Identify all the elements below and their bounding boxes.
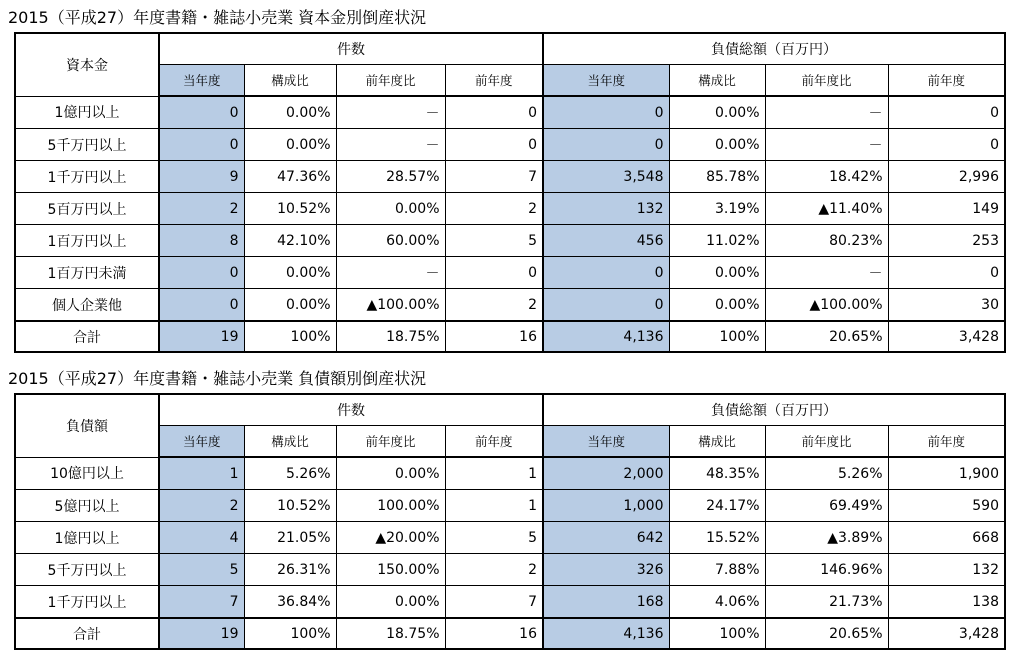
table-cell: 5.26% (765, 457, 888, 490)
col-header: 当年度 (159, 65, 244, 97)
table-row (15, 129, 1005, 161)
row-label: 1千万円以上 (15, 586, 159, 619)
table-cell: 100.00% (336, 490, 445, 522)
table-cell: 4,136 (543, 618, 669, 649)
table-cell: 0.00% (669, 257, 765, 289)
table-cell: 19 (159, 321, 244, 352)
col-header: 当年度 (543, 426, 669, 458)
table-cell: 7 (445, 161, 543, 193)
col-header: 前年度 (888, 426, 1005, 458)
table-cell: 60.00% (336, 225, 445, 257)
table-cell: 0 (543, 257, 669, 289)
table-cell: 0 (159, 96, 244, 129)
table-cell: 0 (159, 257, 244, 289)
table-cell: 47.36% (244, 161, 336, 193)
table-cell: 642 (543, 522, 669, 554)
table-cell: 253 (888, 225, 1005, 257)
table-cell: 1 (445, 457, 543, 490)
table-cell: 28.57% (336, 161, 445, 193)
group-header-debt: 負債総額（百万円） (543, 394, 1005, 426)
row-label: 1億円以上 (15, 522, 159, 554)
table-row (15, 96, 1005, 129)
table-cell: 18.75% (336, 321, 445, 352)
table-row (15, 457, 1005, 490)
table1-title: 2015（平成27）年度書籍・雑誌小売業 資本金別倒産状況 (8, 8, 427, 27)
table-cell: － (765, 129, 888, 161)
table-row (15, 522, 1005, 554)
row-label: 1百万円未満 (15, 257, 159, 289)
row-label: 1億円以上 (15, 96, 159, 129)
row-label: 10億円以上 (15, 457, 159, 490)
table-cell: 7 (445, 586, 543, 619)
table-cell: 26.31% (244, 554, 336, 586)
table-cell: 0.00% (336, 457, 445, 490)
table-cell: ▲20.00% (336, 522, 445, 554)
group-header-debt: 負債総額（百万円） (543, 33, 1005, 65)
col-header: 前年度 (888, 65, 1005, 97)
table-cell: 100% (244, 618, 336, 649)
table-cell: 100% (244, 321, 336, 352)
table-cell: － (336, 257, 445, 289)
table-cell: 80.23% (765, 225, 888, 257)
table-cell: 5 (445, 522, 543, 554)
debt-bankruptcy-table (14, 393, 1006, 650)
group-header-count: 件数 (159, 394, 543, 426)
table-cell: 0 (445, 129, 543, 161)
col-header: 前年度比 (765, 426, 888, 458)
table-cell: 0 (445, 96, 543, 129)
table-cell: 30 (888, 289, 1005, 322)
table-row (15, 225, 1005, 257)
row-label: 5億円以上 (15, 490, 159, 522)
corner-header: 負債額 (15, 394, 159, 457)
table-cell: 15.52% (669, 522, 765, 554)
col-header: 構成比 (669, 426, 765, 458)
table-cell: 100% (669, 321, 765, 352)
table-cell: 3.19% (669, 193, 765, 225)
table-cell: 1 (445, 490, 543, 522)
row-label: 5千万円以上 (15, 129, 159, 161)
table-cell: 2 (159, 490, 244, 522)
table-cell: 0.00% (244, 289, 336, 322)
col-header: 構成比 (669, 65, 765, 97)
table-cell: 168 (543, 586, 669, 619)
table-cell: 85.78% (669, 161, 765, 193)
table-cell: 0 (888, 129, 1005, 161)
col-header: 前年度比 (336, 65, 445, 97)
table-cell: 0 (888, 257, 1005, 289)
table-cell: 8 (159, 225, 244, 257)
col-header: 構成比 (244, 426, 336, 458)
table-cell: 4.06% (669, 586, 765, 619)
table-cell: 11.02% (669, 225, 765, 257)
table-cell: － (336, 129, 445, 161)
table-cell: 149 (888, 193, 1005, 225)
table-cell: 21.05% (244, 522, 336, 554)
table-cell: 20.65% (765, 618, 888, 649)
table-cell: 16 (445, 321, 543, 352)
table-cell: ▲11.40% (765, 193, 888, 225)
table-cell: 0 (159, 289, 244, 322)
table-cell: 42.10% (244, 225, 336, 257)
table-cell: 20.65% (765, 321, 888, 352)
table-cell: 132 (888, 554, 1005, 586)
table-cell: 0 (159, 129, 244, 161)
table-cell: 0 (543, 289, 669, 322)
table-row (15, 490, 1005, 522)
row-label: 1千万円以上 (15, 161, 159, 193)
table-cell: 2 (445, 554, 543, 586)
table-cell: 100% (669, 618, 765, 649)
table-row (15, 586, 1005, 619)
table-cell: 4 (159, 522, 244, 554)
table-cell: 19 (159, 618, 244, 649)
table-cell: 1,000 (543, 490, 669, 522)
table-cell: 0 (445, 257, 543, 289)
table-cell: 16 (445, 618, 543, 649)
total-row (15, 321, 1005, 352)
table-cell: 24.17% (669, 490, 765, 522)
table-cell: 18.75% (336, 618, 445, 649)
row-label: 個人企業他 (15, 289, 159, 322)
table-cell: 2 (159, 193, 244, 225)
col-header: 当年度 (159, 426, 244, 458)
col-header: 構成比 (244, 65, 336, 97)
table-cell: 138 (888, 586, 1005, 619)
table-cell: 668 (888, 522, 1005, 554)
row-label: 1百万円以上 (15, 225, 159, 257)
table-cell: 2 (445, 289, 543, 322)
table-cell: 146.96% (765, 554, 888, 586)
col-header: 前年度比 (765, 65, 888, 97)
table-cell: 48.35% (669, 457, 765, 490)
table-cell: 0.00% (669, 289, 765, 322)
table-cell: 5.26% (244, 457, 336, 490)
corner-header: 資本金 (15, 33, 159, 96)
col-header: 前年度 (445, 65, 543, 97)
table-cell: 69.49% (765, 490, 888, 522)
table-cell: 3,428 (888, 618, 1005, 649)
table-cell: 326 (543, 554, 669, 586)
table-cell: 0 (543, 129, 669, 161)
table-cell: 590 (888, 490, 1005, 522)
table-cell: 0.00% (244, 96, 336, 129)
table-cell: 5 (445, 225, 543, 257)
table-cell: 2,000 (543, 457, 669, 490)
table-cell: ▲100.00% (765, 289, 888, 322)
table-cell: 3,548 (543, 161, 669, 193)
row-label: 合計 (15, 321, 159, 352)
table-cell: 132 (543, 193, 669, 225)
table-cell: － (765, 257, 888, 289)
capital-bankruptcy-table (14, 32, 1006, 353)
col-header: 当年度 (543, 65, 669, 97)
table-cell: 0.00% (244, 257, 336, 289)
group-header-count: 件数 (159, 33, 543, 65)
table-cell: 0.00% (244, 129, 336, 161)
total-row (15, 618, 1005, 649)
table-cell: 0.00% (669, 96, 765, 129)
table-cell: 456 (543, 225, 669, 257)
table-cell: 1,900 (888, 457, 1005, 490)
table-cell: － (336, 96, 445, 129)
col-header: 前年度比 (336, 426, 445, 458)
table-cell: 18.42% (765, 161, 888, 193)
table-cell: 21.73% (765, 586, 888, 619)
row-label: 5千万円以上 (15, 554, 159, 586)
table-row (15, 161, 1005, 193)
table2-title: 2015（平成27）年度書籍・雑誌小売業 負債額別倒産状況 (8, 369, 427, 388)
table-cell: 0 (543, 96, 669, 129)
col-header: 前年度 (445, 426, 543, 458)
table-cell: 1 (159, 457, 244, 490)
table-cell: 9 (159, 161, 244, 193)
row-label: 合計 (15, 618, 159, 649)
table-cell: 36.84% (244, 586, 336, 619)
table-row (15, 289, 1005, 322)
table-cell: 7 (159, 586, 244, 619)
table-cell: 3,428 (888, 321, 1005, 352)
table-cell: 0 (888, 96, 1005, 129)
table-cell: 5 (159, 554, 244, 586)
table-cell: 0.00% (336, 586, 445, 619)
table-cell: 150.00% (336, 554, 445, 586)
table-cell: 4,136 (543, 321, 669, 352)
table-cell: 0.00% (336, 193, 445, 225)
table-cell: 10.52% (244, 490, 336, 522)
table-row (15, 554, 1005, 586)
table-row (15, 193, 1005, 225)
table-cell: ▲100.00% (336, 289, 445, 322)
row-label: 5百万円以上 (15, 193, 159, 225)
table-cell: 10.52% (244, 193, 336, 225)
table-cell: ▲3.89% (765, 522, 888, 554)
table-cell: 0.00% (669, 129, 765, 161)
table-cell: 7.88% (669, 554, 765, 586)
table-cell: 2 (445, 193, 543, 225)
table-cell: 2,996 (888, 161, 1005, 193)
table-cell: － (765, 96, 888, 129)
table-row (15, 257, 1005, 289)
